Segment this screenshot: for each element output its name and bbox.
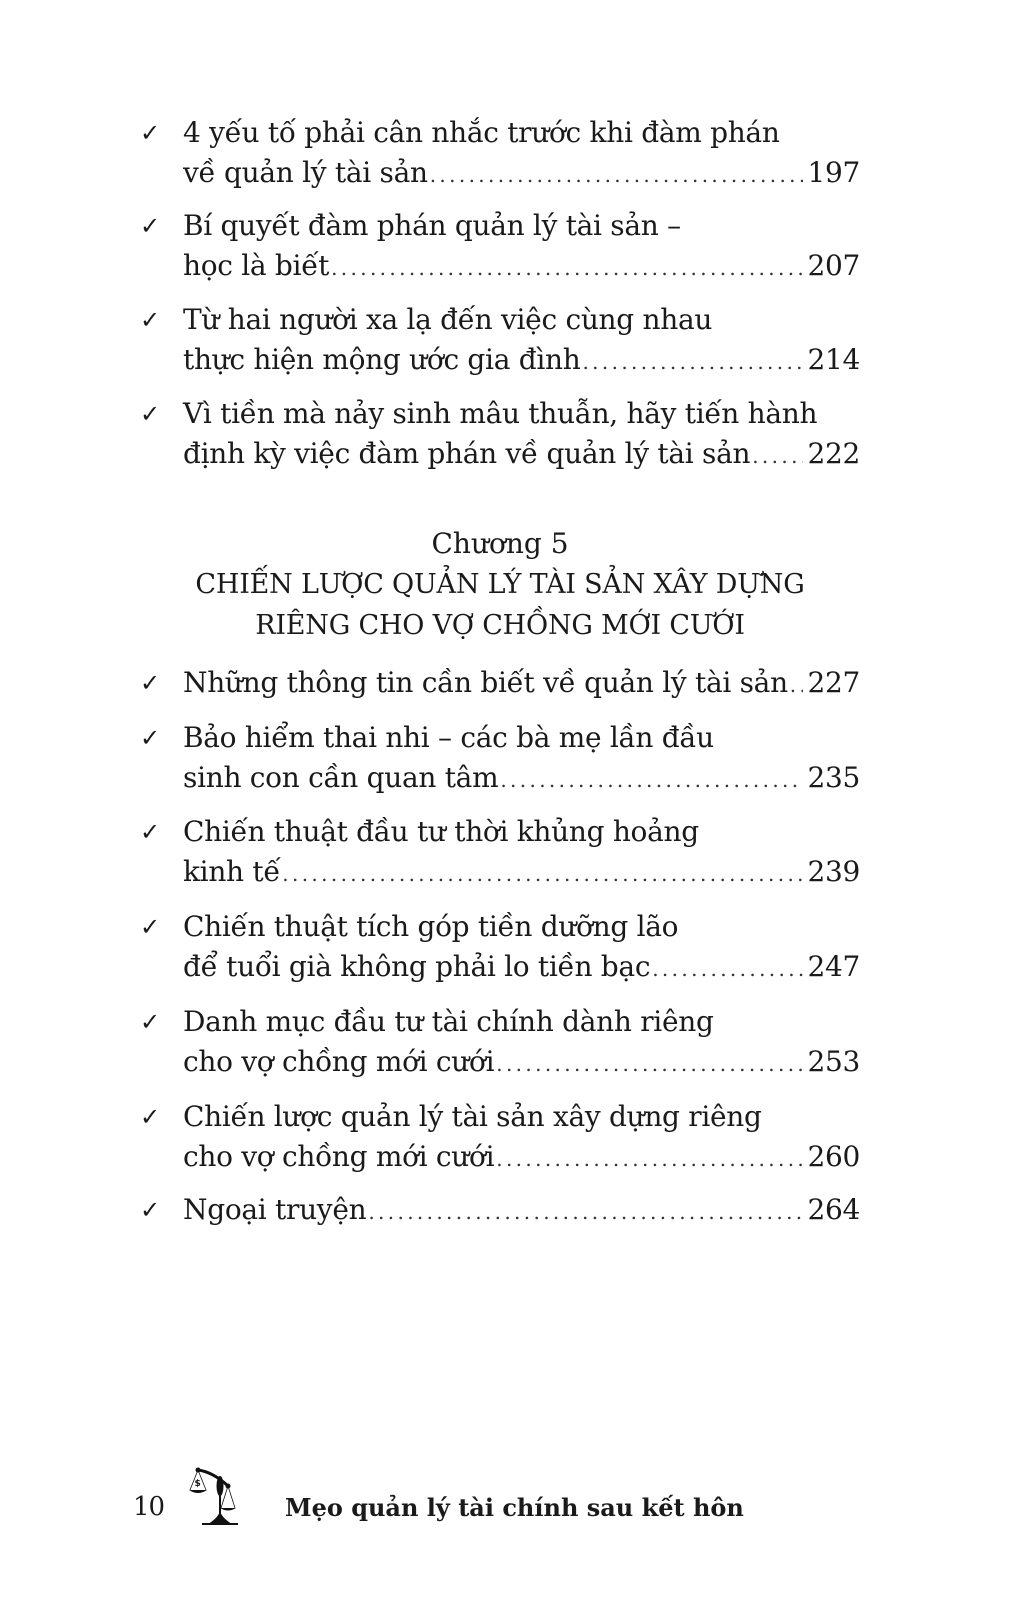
checkmark-icon: ✓ <box>140 119 160 147</box>
toc-page-number: 253 <box>807 1045 860 1078</box>
svg-text:$: $ <box>194 1479 201 1489</box>
toc-item-text: 4 yếu tố phải cân nhắc trước khi đàm phán <box>183 116 780 149</box>
checkmark-icon: ✓ <box>140 669 160 697</box>
toc-item-text: Chiến thuật đầu tư thời khủng hoảng <box>183 815 699 848</box>
checkmark-icon: ✓ <box>140 1103 160 1131</box>
checkmark-icon: ✓ <box>140 818 160 846</box>
toc-item-text: sinh con cần quan tâm <box>183 761 499 794</box>
book-title: Mẹo quản lý tài chính sau kết hôn <box>285 1493 744 1522</box>
dot-leader <box>496 1044 803 1082</box>
dot-leader <box>496 1139 803 1177</box>
toc-item-text: về quản lý tài sản <box>183 156 428 189</box>
toc-item-text: Từ hai người xa lạ đến việc cùng nhau <box>183 303 713 336</box>
balance-scale-dollar-icon <box>188 1466 258 1526</box>
page-number: 10 <box>133 1492 165 1522</box>
toc-page-number: 197 <box>807 156 860 189</box>
toc-page-number: 214 <box>807 343 860 376</box>
toc-page-number: 264 <box>807 1193 860 1226</box>
dot-leader <box>282 854 803 892</box>
toc-item-text: Danh mục đầu tư tài chính dành riêng <box>183 1005 714 1038</box>
checkmark-icon: ✓ <box>140 212 160 240</box>
page-footer <box>130 1470 744 1530</box>
toc-item-text: cho vợ chồng mới cưới <box>183 1140 495 1173</box>
dot-leader <box>500 760 803 798</box>
dot-leader <box>582 342 803 380</box>
checkmark-icon: ✓ <box>140 913 160 941</box>
chapter-title-line2: RIÊNG CHO VỢ CHỒNG MỚI CƯỚI <box>255 610 745 641</box>
checkmark-icon: ✓ <box>140 306 160 334</box>
toc-item-text: học là biết <box>183 249 330 282</box>
dot-leader <box>430 155 804 193</box>
toc-item-text: Ngoại truyện <box>183 1193 367 1226</box>
toc-page-number: 222 <box>807 437 860 470</box>
checkmark-icon: ✓ <box>140 724 160 752</box>
chapter-title-line1: CHIẾN LƯỢC QUẢN LÝ TÀI SẢN XÂY DỰNG <box>195 569 805 600</box>
dot-leader <box>652 949 803 987</box>
toc-item-text: Những thông tin cần biết về quản lý tài sản <box>183 666 788 699</box>
toc-page-number: 239 <box>807 855 860 888</box>
dot-leader <box>790 665 804 703</box>
toc-item-text: Bí quyết đàm phán quản lý tài sản – <box>183 209 681 242</box>
toc-item-text: định kỳ việc đàm phán về quản lý tài sản <box>183 437 751 470</box>
toc-item-text: thực hiện mộng ước gia đình <box>183 343 581 376</box>
toc-item-text: Chiến thuật tích góp tiền dưỡng lão <box>183 910 679 943</box>
chapter-heading <box>140 523 860 646</box>
dot-leader <box>752 436 803 474</box>
toc-item-text: kinh tế <box>183 855 281 888</box>
dot-leader <box>331 248 803 286</box>
toc-page-number: 235 <box>807 761 860 794</box>
checkmark-icon: ✓ <box>140 1196 160 1224</box>
toc-item-text: Chiến lược quản lý tài sản xây dựng riêng <box>183 1100 762 1133</box>
dot-leader <box>368 1192 803 1230</box>
checkmark-icon: ✓ <box>140 400 160 428</box>
toc-item-text: để tuổi già không phải lo tiền bạc <box>183 950 651 983</box>
chapter-number: Chương 5 <box>431 527 569 560</box>
toc-page-number: 247 <box>807 950 860 983</box>
toc-page-number: 207 <box>807 249 860 282</box>
toc-item-text: cho vợ chồng mới cưới <box>183 1045 495 1078</box>
toc-page-number: 227 <box>807 666 860 699</box>
toc-item-text: Bảo hiểm thai nhi – các bà mẹ lần đầu <box>183 721 714 754</box>
toc-item-text: Vì tiền mà nảy sinh mâu thuẫn, hãy tiến hành <box>183 397 818 430</box>
checkmark-icon: ✓ <box>140 1008 160 1036</box>
toc-page-number: 260 <box>807 1140 860 1173</box>
